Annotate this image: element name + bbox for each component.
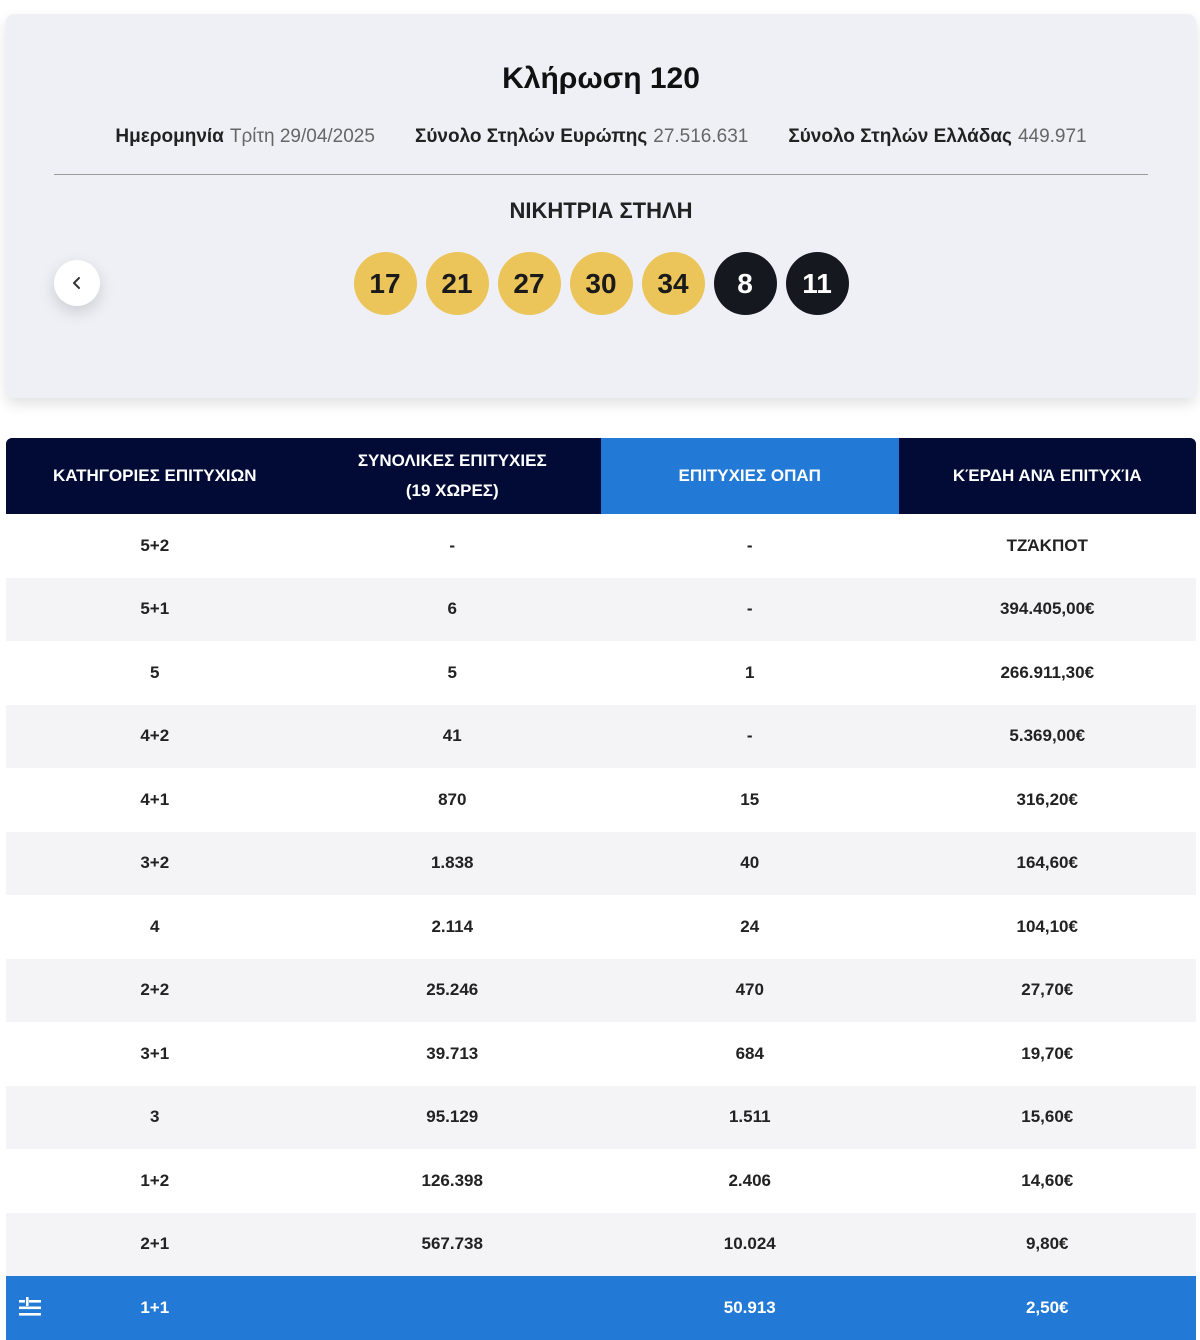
header-total-wins-line2: (19 ΧΩΡΕΣ) [405,481,499,500]
cell-prize: 164,60€ [899,832,1197,896]
cell-category: 3+2 [6,832,304,896]
table-row [6,641,1196,705]
cell-prize: 15,60€ [899,1086,1197,1150]
europe-total [415,126,748,148]
draw-date-label: Ημερομηνία [115,126,224,147]
table-row [6,705,1196,769]
europe-total-label: Σύνολο Στηλών Ευρώπης [414,126,648,147]
greece-total-label: Σύνολο Στηλών Ελλάδας [788,126,1012,147]
cell-category: 1+2 [6,1149,304,1213]
cell-opap: - [601,578,899,642]
cell-prize: 14,60€ [899,1149,1197,1213]
cell-prize: 27,70€ [899,959,1197,1023]
cell-prize: 104,10€ [899,895,1197,959]
cell-category: 5 [6,641,304,705]
cell-total: 25.246 [304,959,602,1023]
cell-prize: 5.369,00€ [899,705,1197,769]
table-row [6,895,1196,959]
europe-total-value: 27.516.631 [653,126,749,147]
draw-meta [6,126,1196,148]
table-row-highlighted [6,1276,1196,1340]
cell-category: 4+1 [6,768,304,832]
draw-title: Κλήρωση 120 [502,62,700,95]
cell-category: 4+2 [6,705,304,769]
cell-category: 5+1 [6,578,304,642]
cell-category [6,1276,304,1340]
main-number-ball: 30 [570,252,633,315]
cell-total: 6 [304,578,602,642]
cell-category: 3 [6,1086,304,1150]
table-row [6,1086,1196,1150]
cell-opap: 2.406 [601,1149,899,1213]
winning-column-label: ΝΙΚΗΤΡΙΑ ΣΤΗΛΗ [509,198,693,223]
cell-prize: 9,80€ [899,1213,1197,1277]
cell-prize: 394.405,00€ [899,578,1197,642]
table-row [6,959,1196,1023]
table-row [6,1149,1196,1213]
main-number-ball: 27 [498,252,561,315]
star-number-ball: 8 [714,252,777,315]
cell-opap: - [601,514,899,578]
main-number-ball: 17 [354,252,417,315]
cell-category: 5+2 [6,514,304,578]
cell-category: 3+1 [6,1022,304,1086]
table-row [6,1022,1196,1086]
cell-prize: 266.911,30€ [899,641,1197,705]
cell-prize: 2,50€ [899,1276,1197,1340]
cell-total: 95.129 [304,1086,602,1150]
cell-opap: 470 [601,959,899,1023]
draw-date-value: Τρίτη 29/04/2025 [229,126,375,147]
draw-card [6,14,1196,398]
header-prize-per-win: ΚΈΡΔΗ ΑΝΆ ΕΠΙΤΥΧΊΑ [899,438,1197,514]
table-row [6,514,1196,578]
winning-numbers [6,252,1196,315]
cell-opap: 10.024 [601,1213,899,1277]
cell-opap: 684 [601,1022,899,1086]
table-row [6,832,1196,896]
cell-total: 5 [304,641,602,705]
list-sort-icon[interactable] [16,1294,44,1322]
cell-category-text: 1+1 [140,1297,170,1317]
table-row [6,578,1196,642]
header-total-wins [304,438,602,514]
cell-total: 870 [304,768,602,832]
main-number-ball: 34 [642,252,705,315]
cell-category: 4 [6,895,304,959]
cell-category: 2+1 [6,1213,304,1277]
draw-date [115,126,375,148]
cell-opap: 1 [601,641,899,705]
cell-total: 41 [304,705,602,769]
main-number-ball: 21 [426,252,489,315]
table-row [6,768,1196,832]
cell-total: 567.738 [304,1213,602,1277]
table-row [6,1213,1196,1277]
cell-opap: 1.511 [601,1086,899,1150]
cell-opap: 15 [601,768,899,832]
header-categories: ΚΑΤΗΓΟΡΙΕΣ ΕΠΙΤΥΧΙΩΝ [6,438,304,514]
cell-prize: ΤΖΆΚΠΟΤ [899,514,1197,578]
star-number-ball: 11 [786,252,849,315]
cell-total: 39.713 [304,1022,602,1086]
greece-total-value: 449.971 [1017,126,1087,147]
header-total-wins-line1: ΣΥΝΟΛΙΚΕΣ ΕΠΙΤΥΧΙΕΣ [357,451,547,470]
cell-opap: 50.913 [601,1276,899,1340]
cell-prize: 316,20€ [899,768,1197,832]
cell-category: 2+2 [6,959,304,1023]
cell-total [304,1276,602,1340]
cell-opap: 40 [601,832,899,896]
header-opap-wins: ΕΠΙΤΥΧΙΕΣ ΟΠΑΠ [601,438,899,514]
cell-total: 2.114 [304,895,602,959]
cell-total: 1.838 [304,832,602,896]
greece-total [788,126,1086,148]
cell-prize: 19,70€ [899,1022,1197,1086]
cell-opap: 24 [601,895,899,959]
cell-opap: - [601,705,899,769]
cell-total: - [304,514,602,578]
table-header-row [6,438,1196,514]
cell-total: 126.398 [304,1149,602,1213]
divider [54,174,1148,175]
prize-breakdown-table [6,438,1196,1340]
